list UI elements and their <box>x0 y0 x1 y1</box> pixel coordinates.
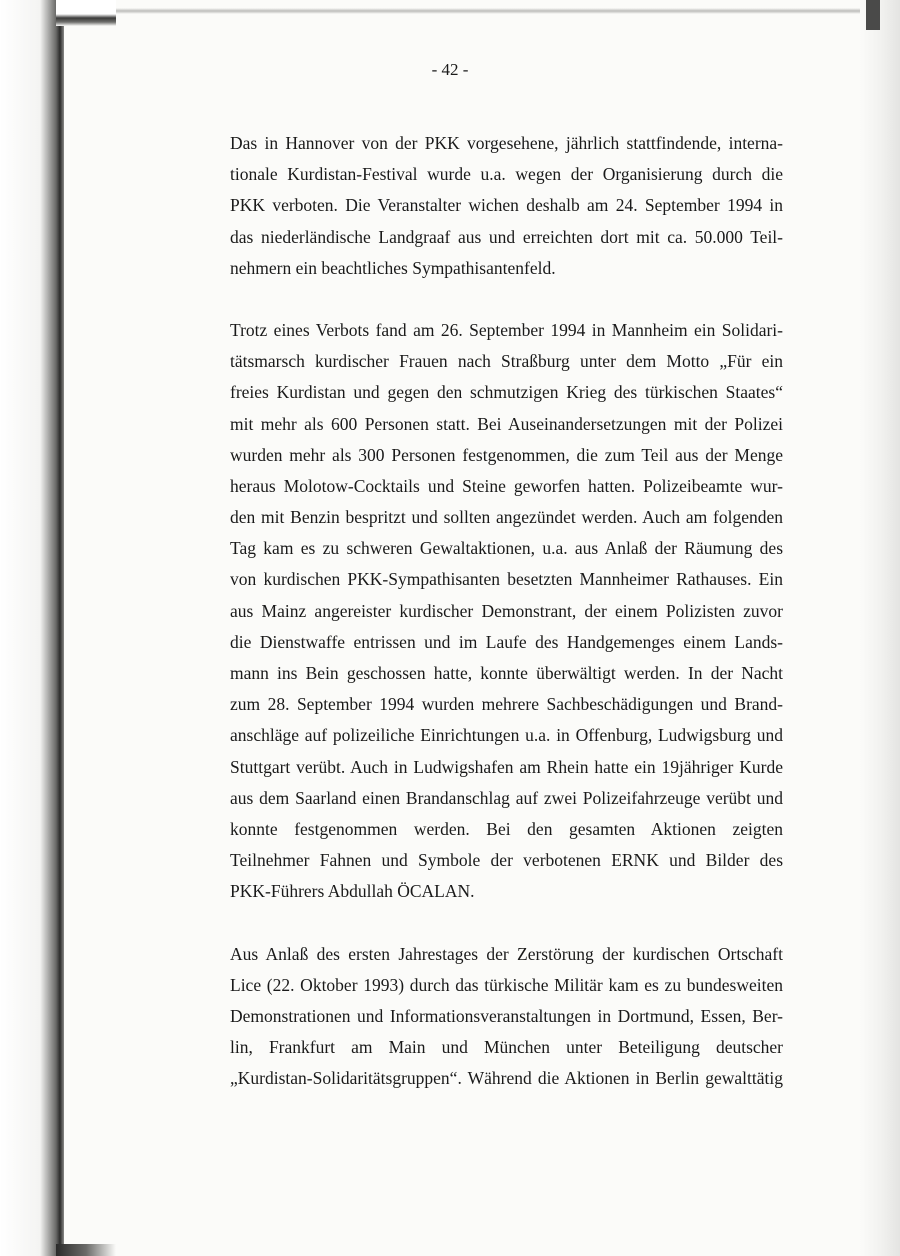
text-line: PKK verboten. Die Veranstalter wichen deshalb am 24. September 1994 in <box>230 195 783 216</box>
text-line: Demonstrationen und Informationsveranstaltungen in Dortmund, Essen, Ber- <box>230 1005 783 1026</box>
text-line: zum 28. September 1994 wurden mehrere Sachbeschädigungen und Brand- <box>230 694 783 715</box>
page-corner-mark <box>56 0 116 26</box>
page-number: - 42 - <box>431 60 469 79</box>
text-line: Trotz eines Verbots fand am 26. September 1994 in Mannheim ein Solidari- <box>230 319 783 340</box>
text-line: nehmern ein beachtliches Sympathisantenfeld. <box>230 257 556 278</box>
text-line: Stuttgart verübt. Auch in Ludwigshafen am Rhein hatte ein 19jähriger Kurde <box>230 756 783 777</box>
text-line: Aus Anlaß des ersten Jahrestages der Zerstörung der kurdischen Ortschaft <box>230 943 783 964</box>
text-line: die Dienstwaffe entrissen und im Laufe des Handgemenges einem Lands- <box>230 631 783 652</box>
text-line: Das in Hannover von der PKK vorgesehene, jährlich stattfindende, interna- <box>230 133 783 153</box>
binding-shadow <box>0 0 64 1256</box>
text-line: Tag kam es zu schweren Gewaltaktionen, u.a. aus Anlaß der Räumung des <box>230 538 783 559</box>
text-line: „Kurdistan-Solidaritätsgruppen“. Während die Aktionen in Berlin gewalttätig <box>230 1068 783 1089</box>
text-line: Teilnehmer Fahnen und Symbole der verbotenen ERNK und Bilder des <box>230 850 783 871</box>
paragraph-1 <box>230 128 783 284</box>
text-line: PKK-Führers Abdullah ÖCALAN. <box>230 881 475 902</box>
text-line: heraus Molotow-Cocktails und Steine geworfen hatten. Polizeibeamte wur- <box>230 475 783 496</box>
page-corner-mark-right <box>866 0 880 30</box>
text-line: den mit Benzin bespritzt und sollten angezündet werden. Auch am folgenden <box>230 507 783 528</box>
text-line: tätsmarsch kurdischer Frauen nach Straßburg unter dem Motto „Für ein <box>230 351 783 372</box>
text-line: mit mehr als 600 Personen statt. Bei Auseinandersetzungen mit der Polizei <box>230 413 783 434</box>
text-line: aus Mainz angereister kurdischer Demonstrant, der einem Polizisten zuvor <box>230 600 783 621</box>
page-top-edge <box>116 8 900 14</box>
text-line: Lice (22. Oktober 1993) durch das türkische Militär kam es zu bundesweiten <box>230 974 783 995</box>
page-right-edge <box>860 0 900 1256</box>
text-line: tionale Kurdistan-Festival wurde u.a. wegen der Organisierung durch die <box>230 164 783 185</box>
text-line: das niederländische Landgraaf aus und erreichten dort mit ca. 50.000 Teil- <box>230 226 783 247</box>
text-line: aus dem Saarland einen Brandanschlag auf zwei Polizeifahrzeuge verübt und <box>230 787 783 808</box>
text-line: konnte festgenommen werden. Bei den gesamten Aktionen zeigten <box>230 818 783 839</box>
body-text <box>230 128 783 1094</box>
paragraph-3 <box>230 939 783 1095</box>
text-line: lin, Frankfurt am Main und München unter Beteiligung deutscher <box>230 1037 783 1058</box>
paragraph-2 <box>230 315 783 908</box>
text-line: anschläge auf polizeiliche Einrichtungen u.a. in Offenburg, Ludwigsburg und <box>230 725 783 746</box>
text-line: von kurdischen PKK-Sympathisanten besetzten Mannheimer Rathauses. Ein <box>230 569 783 590</box>
text-line: mann ins Bein geschossen hatte, konnte überwältigt werden. In der Nacht <box>230 663 783 683</box>
text-line: wurden mehr als 300 Personen festgenommen, die zum Teil aus der Menge <box>230 444 783 465</box>
binding-shadow-bottom <box>56 1244 116 1256</box>
text-line: freies Kurdistan und gegen den schmutzigen Krieg des türkischen Staates“ <box>230 382 783 403</box>
